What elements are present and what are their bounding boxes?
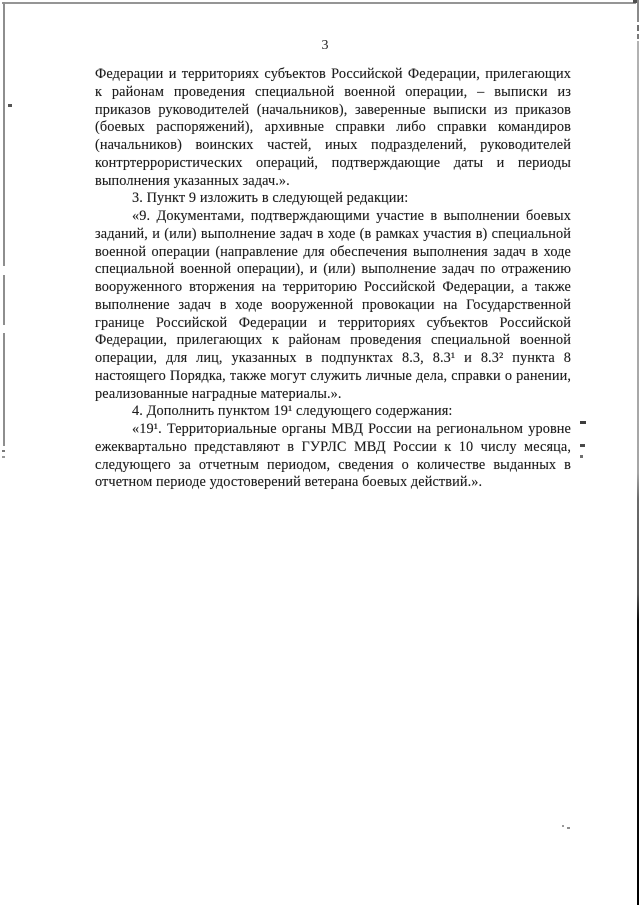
paragraph-continuation: Федерации и территориях субъектов Российской Федерации, прилегающих к районам проведения специальной военной операции, – выписки из приказов руководителей (начальников), заверенные выписки из приказов (боевых распоряжений), архивные справки либо справки командиров (начальников) воинских частей, иных подразделений, руководителей контртеррористических операций, подтверждающие даты и периоды выполнения указанных задач.». (95, 66, 571, 189)
document-text-block (95, 66, 571, 492)
page-frame-top-line (2, 2, 636, 4)
scan-artifact (580, 444, 585, 447)
page-number: 3 (321, 38, 329, 53)
page-frame-right-line-top (637, 0, 639, 22)
page-frame-right-dash (637, 25, 639, 31)
scan-artifact (580, 421, 586, 424)
page-frame-right-dash (637, 34, 639, 39)
scan-artifact (567, 827, 570, 829)
scan-artifact (2, 450, 5, 452)
page-frame-right-line (637, 41, 639, 905)
page-frame-left-line (3, 2, 5, 446)
paragraph-item-3: 3. Пункт 9 изложить в следующей редакции: (132, 190, 409, 207)
paragraph-quote-9: «9. Документами, подтверждающими участие в выполнении боевых заданий, и (или) выполнение задач в ходе (в рамках участия в) специальной военной операции (направление для обеспечения выполнения задач в ходе специальной военной операции), и (или) выполнение задач по отражению вооруженного вторжения на территорию Российской Федерации, а также выполнение задач в ходе вооруженной провокации на Государственной границе Российской Федерации и территориях субъектов Российской Федерации, прилегающих к районам проведения специальной военной операции, для лиц, указанных в подпунктах 8.3, 8.3¹ и 8.3² пункта 8 настоящего Порядка, также могут служить личные дела, справки о ранении, реализованные наградные материалы.». (95, 208, 571, 402)
scan-artifact (580, 455, 583, 458)
paragraph-quote-19-1: «19¹. Территориальные органы МВД России на региональном уровне ежеквартально представляют в ГУРЛС МВД России к 10 числу месяца, следующего за отчетным периодом, сведения о количестве выданных в отчетном периоде удостоверений ветерана боевых действий.». (95, 421, 571, 491)
scan-artifact (2, 456, 5, 458)
scan-artifact (8, 104, 12, 107)
scan-artifact (562, 825, 564, 827)
paragraph-item-4: 4. Дополнить пунктом 19¹ следующего содержания: (132, 403, 453, 420)
